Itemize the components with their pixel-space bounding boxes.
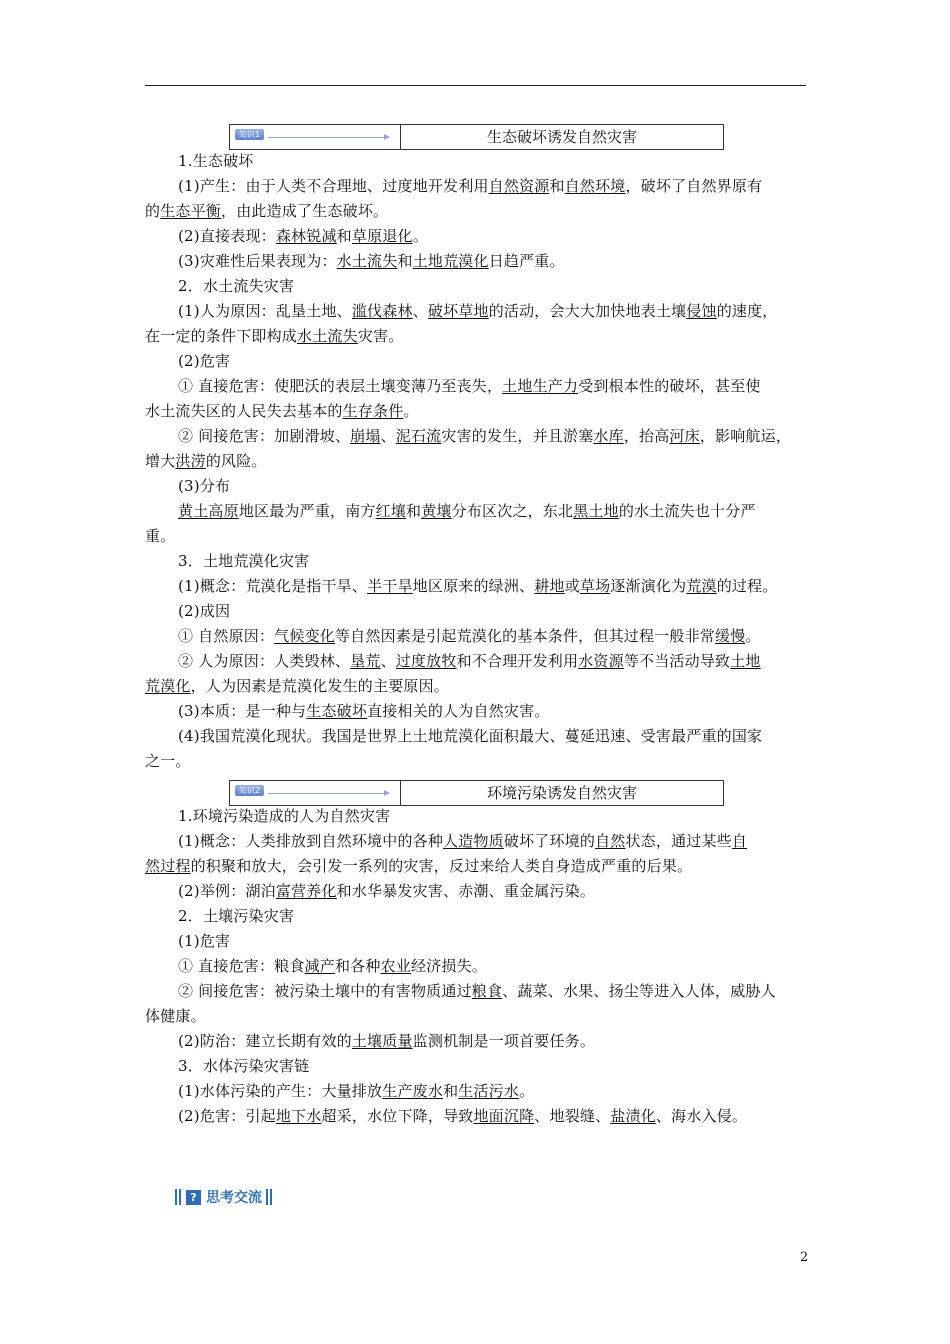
underlined-term: 然过程: [145, 857, 191, 875]
text-line: 重。: [145, 527, 176, 545]
bar-icon: [270, 1189, 272, 1205]
underlined-term: 生态破坏: [306, 702, 368, 720]
text-line: 水土流失区的人民失去基本的生存条件。: [145, 402, 419, 420]
underlined-term: 黄壤: [421, 502, 452, 520]
text-line: ① 自然原因：气候变化等自然因素是引起荒漠化的基本条件，但其过程一般非常缓慢。: [178, 627, 761, 645]
underlined-term: 草原退化: [351, 227, 413, 245]
underlined-term: 草场: [579, 577, 611, 595]
text-line: (4)我国荒漠化现状。我国是世界上土地荒漠化面积最大、蔓延迅速、受害最严重的国家: [178, 727, 763, 745]
underlined-term: 水土流失: [336, 252, 398, 270]
think-discuss-heading: [175, 1187, 274, 1207]
text-line: 2．水土流失灾害: [178, 277, 295, 295]
text-line: 3．土地荒漠化灾害: [178, 552, 310, 570]
underlined-term: 森林锐减: [275, 227, 337, 245]
underlined-term: 生态平衡: [160, 202, 222, 220]
underlined-term: 粮食: [471, 982, 503, 1000]
underlined-term: 土地生产力: [502, 377, 579, 395]
text-line: 1.生态破坏: [178, 152, 254, 170]
text-line: 增大洪涝的风险。: [145, 452, 267, 470]
text-line: (1)概念：荒漠化是指干旱、半干旱地区原来的绿洲、耕地或草场逐渐演化为荒漠的过程。: [178, 577, 778, 595]
section-tag-area: [230, 781, 401, 805]
underlined-term: 生产废水: [382, 1082, 444, 1100]
underlined-term: 自然环境: [564, 177, 626, 195]
underlined-term: 泥石流: [395, 427, 442, 445]
underlined-term: 生存条件: [342, 402, 404, 420]
underlined-term: 侵蚀: [686, 302, 717, 320]
text-line: 体健康。: [145, 1007, 206, 1025]
text-line: (2)危害：引起地下水超采，水位下降，导致地面沉降、地裂缝、盐渍化、海水入侵。: [178, 1107, 748, 1125]
text-line: (3)本质：是一种与生态破坏直接相关的人为自然灾害。: [178, 702, 550, 720]
underlined-term: 土壤质量: [351, 1032, 413, 1050]
section-tag: 知识1: [235, 129, 264, 140]
section-title: 生态破坏诱发自然灾害: [486, 128, 637, 146]
underlined-term: 农业: [380, 957, 411, 975]
section-tag: 知识2: [235, 785, 264, 796]
underlined-term: 自然资源: [488, 177, 550, 195]
underlined-term: 过度放牧: [395, 652, 457, 670]
underlined-term: 缓慢: [715, 627, 746, 645]
underlined-term: 河床: [669, 427, 700, 445]
text-line: ② 间接危害：被污染土壤中的有害物质通过粮食、蔬菜、水果、扬尘等进入人体，威胁人: [178, 982, 776, 1000]
text-line: 黄土高原地区最为严重，南方红壤和黄壤分布区次之，东北黑土地的水土流失也十分严: [178, 502, 756, 520]
text-line: 然过程的积聚和放大，会引发一系列的灾害，反过来给人类自身造成严重的后果。: [145, 857, 693, 875]
text-line: ② 间接危害：加剧滑坡、崩塌、泥石流灾害的发生，并且淤塞水库，抬高河床，影响航运，: [178, 427, 792, 445]
text-line: (1)危害: [178, 932, 231, 950]
bar-icon: [179, 1189, 181, 1205]
underlined-term: 半干旱: [367, 577, 413, 595]
underlined-term: 黑土地: [573, 502, 619, 520]
underlined-term: 破坏草地: [427, 302, 489, 320]
bar-icon: [266, 1189, 268, 1205]
underlined-term: 水库: [593, 427, 624, 445]
text-line: (3)分布: [178, 477, 231, 495]
text-line: (1)水体污染的产生：大量排放生产废水和生活污水。: [178, 1082, 535, 1100]
underlined-term: 崩塌: [350, 427, 381, 445]
underlined-term: 水资源: [578, 652, 624, 670]
text-line: 2．土壤污染灾害: [178, 907, 295, 925]
underlined-term: 地下水: [275, 1107, 322, 1125]
underlined-term: 地面沉降: [473, 1107, 535, 1125]
text-line: 在一定的条件下即构成水土流失灾害。: [145, 327, 404, 345]
underlined-term: 减产: [304, 957, 335, 975]
underlined-term: 盐渍化: [610, 1107, 656, 1125]
text-line: (1)产生：由于人类不合理地、过度地开发利用自然资源和自然环境，破坏了自然界原有: [178, 177, 763, 195]
text-line: (2)举例：湖泊富营养化和水华暴发灾害、赤潮、重金属污染。: [178, 882, 596, 900]
think-label: 思考交流: [206, 1190, 262, 1206]
text-line: (1)人为原因：乱垦土地、滥伐森林、破坏草地的活动，会大大加快地表土壤侵蚀的速度，: [178, 302, 778, 320]
question-icon: ?: [186, 1190, 201, 1205]
underlined-term: 自: [731, 832, 748, 850]
underlined-term: 气候变化: [274, 627, 335, 645]
text-line: 荒漠化，人为因素是荒漠化发生的主要原因。: [145, 677, 450, 695]
text-line: (2)防治：建立长期有效的土壤质量监测机制是一项首要任务。: [178, 1032, 596, 1050]
bar-icon: [175, 1189, 177, 1205]
text-line: 1.环境污染造成的人为自然灾害: [178, 807, 391, 825]
section-tag-area: [230, 125, 401, 149]
text-line: 的生态平衡，由此造成了生态破坏。: [145, 202, 389, 220]
text-line: 之一。: [145, 752, 191, 770]
underlined-term: 耕地: [534, 577, 565, 595]
underlined-term: 洪涝: [175, 452, 206, 470]
underlined-term: 黄土高原: [178, 502, 239, 520]
underlined-term: 土地: [730, 652, 761, 670]
section-title: 环境污染诱发自然灾害: [486, 784, 637, 802]
text-line: (2)直接表现：森林锐减和草原退化。: [178, 227, 428, 245]
underlined-term: 土地荒漠化: [412, 252, 489, 270]
underlined-term: 红壤: [375, 502, 407, 520]
text-line: 3．水体污染灾害链: [178, 1057, 310, 1075]
text-line: (2)危害: [178, 352, 231, 370]
section-heading-1: [229, 124, 724, 150]
underlined-term: 水土流失: [297, 327, 358, 345]
page-number: 2: [800, 1250, 809, 1265]
arrow-icon: [268, 137, 388, 138]
underlined-term: 人造物质: [443, 832, 504, 850]
text-line: ② 人为原因：人类毁林、垦荒、过度放牧和不合理开发利用水资源等不当活动导致土地: [178, 652, 761, 670]
text-line: (3)灾难性后果表现为：水土流失和土地荒漠化日趋严重。: [178, 252, 565, 270]
text-line: ① 直接危害：粮食减产和各种农业经济损失。: [178, 957, 488, 975]
underlined-term: 垦荒: [350, 652, 381, 670]
text-line: ① 直接危害：使肥沃的表层土壤变薄乃至丧失，土地生产力受到根本性的破坏，甚至使: [178, 377, 761, 395]
text-line: (2)成因: [178, 602, 231, 620]
arrow-icon: [268, 793, 388, 794]
section-heading-2: [229, 780, 724, 806]
header-rule: [145, 85, 806, 86]
underlined-term: 滥伐森林: [351, 302, 413, 320]
text-line: (1)概念：人类排放到自然环境中的各种人造物质破坏了环境的自然状态，通过某些自: [178, 832, 748, 850]
underlined-term: 荒漠化: [145, 677, 191, 695]
underlined-term: 荒漠: [686, 577, 717, 595]
underlined-term: 自然: [595, 832, 626, 850]
underlined-term: 生活污水: [458, 1082, 520, 1100]
underlined-term: 富营养化: [275, 882, 337, 900]
